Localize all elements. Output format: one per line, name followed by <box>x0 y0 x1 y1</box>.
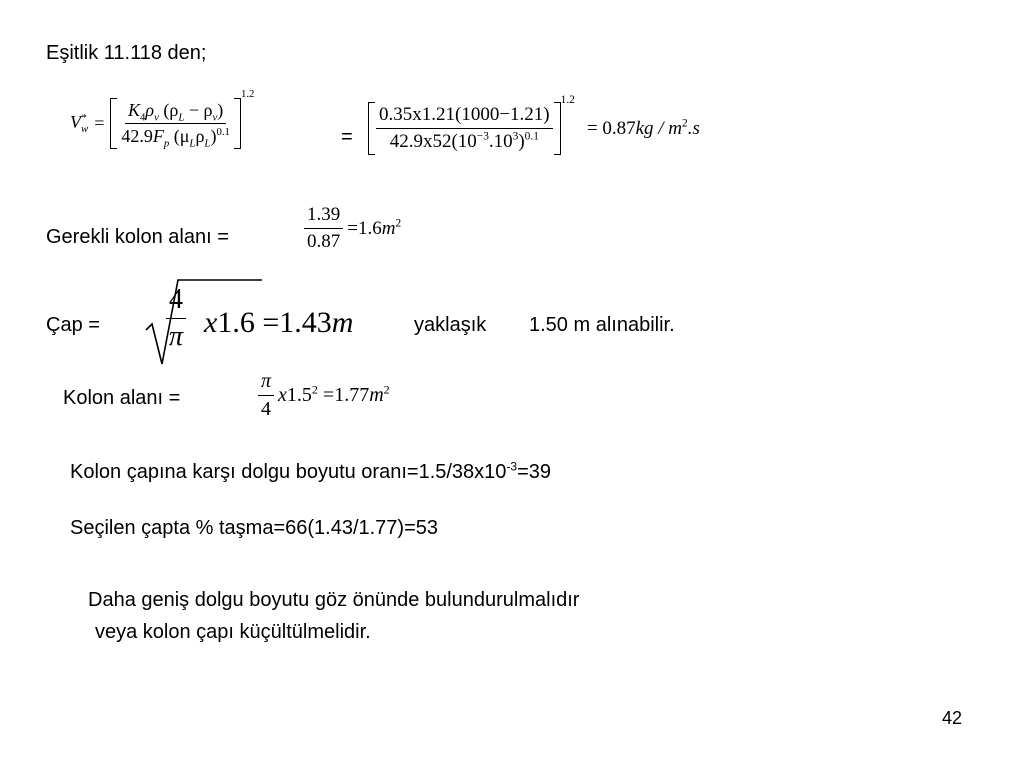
approx-value: 1.50 m alınabilir. <box>529 314 675 336</box>
equals-sign: = <box>94 113 105 133</box>
approx-label: yaklaşık <box>414 314 487 336</box>
recommendation-line-2: veya kolon çapı küçültülmelidir. <box>95 621 371 643</box>
recommendation-line-1: Daha geniş dolgu boyutu göz önünde bulundurulmalıdır <box>88 589 580 611</box>
flooding-percent-text: Seçilen çapta % taşma=66(1.43/1.77)=53 <box>70 517 439 539</box>
numeric-denominator: $42.9x52(10^{-3}.10^3)^{0.1}$ <box>389 130 539 152</box>
flooding-velocity-result: = $0.87kg / m^2.s$ <box>586 117 700 139</box>
numeric-numerator: 0.35x1.21(1000−1.21) <box>376 104 553 129</box>
eq-lhs: V * w <box>70 112 89 136</box>
page-number: 42 <box>942 708 963 728</box>
area-equation: $\frac{1.39}{0.87}$ $=1.6m^2$ <box>304 204 401 253</box>
column-area-label: Kolon alanı = <box>63 387 181 409</box>
diameter-equation: $\frac{4}{\pi}$ x1.6 =1.43m <box>144 276 404 368</box>
area-label: Gerekli kolon alanı = <box>46 226 229 248</box>
eq-bracket-symbolic: $\frac{K_4\rho_v (\rho_L - \rho_v)}{42.9F_p (\mu_L\rho_L)^{0.1}}$ <box>110 98 241 149</box>
intro-text: Eşitlik 11.118 den; <box>46 42 207 64</box>
packing-ratio-text: Kolon çapına karşı dolgu boyutu $oranı=1.5/38x10^{-3}=39$ <box>70 459 552 483</box>
diameter-label: Çap = <box>46 314 100 336</box>
column-area-equation: $\frac{\pi}{4}$ $x1.5^2 =1.77m^2$ <box>258 370 390 421</box>
flooding-velocity-equation: V * w = $\frac{K_4\rho_v (\rho_L - \rho_v)}{42.9F_p (\mu_L\rho_L)^{0.1}}$ 1.2 <box>70 88 255 150</box>
flooding-velocity-numeric: $\frac{0.35x1.21(1000-1.21)}{42.9x52(10^{-3}.10^3)^{0.1}}$ 1.2 = $0.87kg / m^2.s$ <box>368 102 700 155</box>
middle-equals: = <box>341 126 353 148</box>
